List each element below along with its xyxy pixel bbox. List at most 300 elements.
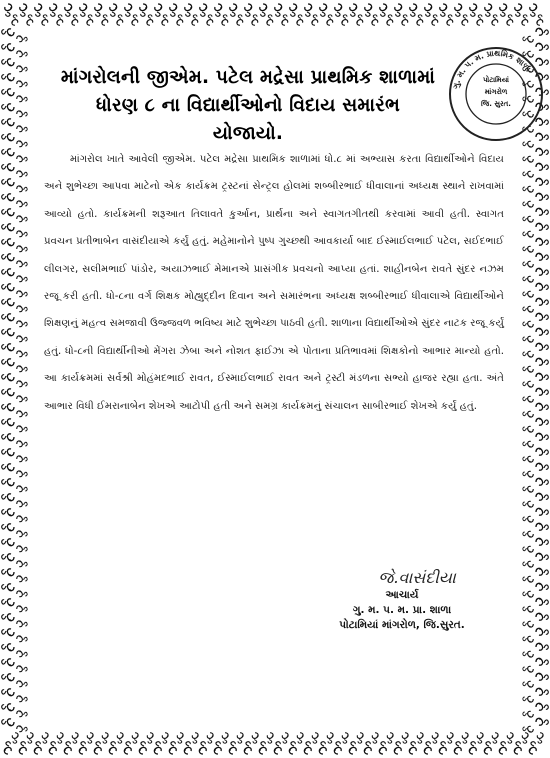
border-ornament-icon xyxy=(17,636,27,642)
border-ornament-icon xyxy=(537,733,543,743)
border-ornament-icon xyxy=(305,4,312,16)
border-ornament-icon xyxy=(17,561,27,567)
border-ornament-icon xyxy=(523,501,533,507)
border-ornament-icon xyxy=(462,733,468,743)
border-ornament-icon xyxy=(109,742,116,754)
border-ornament-icon xyxy=(529,742,536,754)
border-ornament-icon xyxy=(17,696,27,702)
border-ornament-icon xyxy=(17,276,27,282)
border-ornament-icon xyxy=(17,651,27,657)
border-ornament-icon xyxy=(237,15,243,25)
border-ornament-icon xyxy=(17,126,27,132)
border-ornament-icon xyxy=(523,636,533,642)
border-ornament-icon xyxy=(350,4,357,16)
border-ornament-icon xyxy=(17,231,27,237)
border-ornament-icon xyxy=(365,4,372,16)
border-ornament-icon xyxy=(20,4,27,16)
border-ornament-icon xyxy=(17,96,27,102)
border-ornament-icon xyxy=(536,418,548,425)
border-ornament-icon xyxy=(184,742,191,754)
border-ornament-icon xyxy=(274,742,281,754)
border-ornament-icon xyxy=(17,336,27,342)
border-ornament-icon xyxy=(537,15,543,25)
border-ornament-icon xyxy=(536,613,548,620)
stamp-line-1: પોટામિયાં xyxy=(482,76,510,84)
border-ornament-icon xyxy=(2,449,14,456)
border-ornament-icon xyxy=(2,74,14,81)
border-ornament-icon xyxy=(507,733,513,743)
border-ornament-icon xyxy=(2,674,14,681)
border-ornament-icon xyxy=(229,742,236,754)
border-ornament-icon xyxy=(536,373,548,380)
border-ornament-icon xyxy=(2,464,14,471)
border-ornament-icon xyxy=(17,576,27,582)
border-ornament-icon xyxy=(523,651,533,657)
border-ornament-icon xyxy=(357,15,363,25)
border-ornament-icon xyxy=(440,4,447,16)
border-ornament-icon xyxy=(2,59,14,66)
border-ornament-icon xyxy=(522,15,528,25)
border-ornament-icon xyxy=(170,4,177,16)
border-ornament-icon xyxy=(334,742,341,754)
border-ornament-icon xyxy=(17,111,27,117)
border-ornament-icon xyxy=(259,742,266,754)
article-paragraph: માંગરોલ ખાતે આવેલી જીએમ. પટેલ મદ્રેસા પ્રાથમિક શાળામાં ધો.૮ માં અભ્યાસ કરતા વિદ્યાર્થીઓને વિદાય અને શુભેચ્છા આપવા માટેનો એક કાર્યક્રમ ટ્રસ્ટનાં સેન્ટ્રલ હોલમાં શબ્બીરભાઈ ધીવાલાનાં અધ્યક્ષ સ્થાને રાખવામાં આવ્યો હતો. કાર્યક્રમની શરૂઆત તિલાવતે કુર્આન, પ્રાર્થના અને સ્વાગતગીતથી કરવામાં આવી હતી. સ્વાગત પ્રવચન પ્રતીભાબેન વાસંદીયાએ કર્યું હતું. મહેમાનોને પુષ્પ ગુચ્છથી આવકાર્યા બાદ ઈસ્માઈલભાઈ પટેલ, સઈદભાઈ લીલગર, સલીમભાઈ પાંડોર, અયાઝભાઈ મેમાનએ પ્રાસંગીક પ્રવચનો આપ્યા હતાં. શાહીનબેન રાવતે સુંદર નઝમ રજૂ કરી હતી. ધો-૮ના વર્ગ શિક્ષક મોહ્યુદ્દીન દિવાન અને સમારંભના અધ્યક્ષ શબ્બીરભાઈ ધીવાલાએ વિદ્યાર્થીઓને શિક્ષણનું મહત્વ સમજાવી ઉજ્જવળ ભવિષ્ય માટે શુભેચ્છા પાઠવી હતી. શાળાના વિદ્યાર્થીઓએ સુંદર નાટક રજૂ કર્યું હતું. ધો-૮ની વિદ્યાર્થીનીઓ મેંગરા ઝેબા અને નોશત ફાઈઝા એ પોતાના પ્રતિભાવમાં શિક્ષકોનો આભાર માન્યો હતો. આ કાર્યક્રમમાં સર્વશ્રી મોહંમદભાઈ રાવત, ઈસ્માઈલભાઈ રાવત અને ટ્રસ્ટી મંડળના સભ્યો હાજર રહ્યા હતા. અંતે આભાર વિધી ઈમરાનાબેન શેખએ આટોપી હતી અને સમગ્ર કાર્યક્રમનું સંચાલન સાબીરભાઈ શેખએ કર્યું હતું. xyxy=(44,154,504,412)
border-ornament-icon xyxy=(523,351,533,357)
border-ornament-icon xyxy=(536,328,548,335)
border-ornament-icon xyxy=(2,29,14,36)
border-ornament-icon xyxy=(536,223,548,230)
border-ornament-icon xyxy=(125,4,132,16)
border-ornament-icon xyxy=(42,15,48,25)
border-ornament-icon xyxy=(12,733,18,743)
border-ornament-icon xyxy=(2,119,14,126)
border-ornament-icon xyxy=(536,343,548,350)
border-ornament-icon xyxy=(2,209,14,216)
border-ornament-icon xyxy=(523,546,533,552)
border-ornament-icon xyxy=(17,291,27,297)
signatory-organization: ગુ. મ. પ. મ. પ્રા. શાળા xyxy=(352,604,452,616)
border-ornament-icon xyxy=(536,253,548,260)
border-ornament-icon xyxy=(536,523,548,530)
border-ornament-icon xyxy=(17,66,27,72)
border-ornament-icon xyxy=(387,15,393,25)
border-ornament-icon xyxy=(147,15,153,25)
border-ornament-icon xyxy=(523,681,533,687)
border-ornament-icon xyxy=(536,643,548,650)
border-ornament-icon xyxy=(237,733,243,743)
border-ornament-icon xyxy=(94,742,101,754)
border-ornament-icon xyxy=(95,4,102,16)
border-ornament-icon xyxy=(2,224,14,231)
border-ornament-icon xyxy=(2,509,14,516)
border-ornament-icon xyxy=(536,403,548,410)
border-ornament-icon xyxy=(17,411,27,417)
border-ornament-icon xyxy=(57,15,63,25)
border-ornament-icon xyxy=(87,15,93,25)
border-ornament-icon xyxy=(17,321,27,327)
border-ornament-icon xyxy=(139,742,146,754)
border-ornament-icon xyxy=(162,15,168,25)
border-ornament-icon xyxy=(454,742,461,754)
border-ornament-icon xyxy=(536,358,548,365)
border-ornament-icon xyxy=(17,261,27,267)
border-ornament-icon xyxy=(523,231,533,237)
border-ornament-icon xyxy=(282,733,288,743)
border-ornament-icon xyxy=(192,15,198,25)
border-ornament-icon xyxy=(17,306,27,312)
border-ornament-icon xyxy=(402,733,408,743)
border-ornament-icon xyxy=(2,404,14,411)
border-ornament-icon xyxy=(2,629,14,636)
border-ornament-icon xyxy=(523,711,533,717)
border-ornament-icon xyxy=(17,156,27,162)
border-ornament-icon xyxy=(17,546,27,552)
border-ornament-icon xyxy=(2,254,14,261)
border-ornament-icon xyxy=(244,742,251,754)
border-ornament-icon xyxy=(530,4,537,16)
border-ornament-icon xyxy=(49,742,56,754)
border-ornament-icon xyxy=(17,711,27,717)
border-ornament-icon xyxy=(2,644,14,651)
border-ornament-icon xyxy=(35,4,42,16)
border-ornament-icon xyxy=(312,733,318,743)
border-ornament-icon xyxy=(409,742,416,754)
border-ornament-icon xyxy=(536,313,548,320)
border-ornament-icon xyxy=(17,171,27,177)
border-ornament-icon xyxy=(2,104,14,111)
border-ornament-icon xyxy=(155,4,162,16)
border-ornament-icon xyxy=(364,742,371,754)
border-ornament-icon xyxy=(17,216,27,222)
border-ornament-icon xyxy=(536,208,548,215)
border-ornament-icon xyxy=(523,456,533,462)
border-ornament-icon xyxy=(447,15,453,25)
border-ornament-icon xyxy=(523,486,533,492)
border-ornament-icon xyxy=(536,598,548,605)
border-ornament-icon xyxy=(484,742,491,754)
border-ornament-icon xyxy=(410,4,417,16)
border-ornament-icon xyxy=(200,4,207,16)
border-ornament-icon xyxy=(424,742,431,754)
border-ornament-icon xyxy=(492,733,498,743)
border-ornament-icon xyxy=(4,742,11,754)
border-ornament-icon xyxy=(514,742,521,754)
border-ornament-icon xyxy=(536,193,548,200)
border-ornament-icon xyxy=(2,584,14,591)
border-ornament-icon xyxy=(523,621,533,627)
border-ornament-icon xyxy=(2,194,14,201)
border-ornament-icon xyxy=(192,733,198,743)
border-ornament-icon xyxy=(72,15,78,25)
border-ornament-icon xyxy=(64,742,71,754)
border-ornament-icon xyxy=(222,15,228,25)
border-ornament-icon xyxy=(252,15,258,25)
border-ornament-icon xyxy=(214,742,221,754)
border-ornament-icon xyxy=(2,344,14,351)
border-ornament-icon xyxy=(536,238,548,245)
border-ornament-icon xyxy=(17,366,27,372)
border-ornament-icon xyxy=(417,15,423,25)
border-ornament-icon xyxy=(102,733,108,743)
border-ornament-icon xyxy=(177,15,183,25)
border-ornament-icon xyxy=(65,4,72,16)
border-ornament-icon xyxy=(2,329,14,336)
border-ornament-icon xyxy=(282,15,288,25)
border-ornament-icon xyxy=(17,591,27,597)
border-ornament-icon xyxy=(2,524,14,531)
border-ornament-icon xyxy=(523,171,533,177)
border-ornament-icon xyxy=(17,681,27,687)
border-ornament-icon xyxy=(477,733,483,743)
border-ornament-icon xyxy=(536,478,548,485)
border-ornament-icon xyxy=(132,15,138,25)
border-ornament-icon xyxy=(117,15,123,25)
border-ornament-icon xyxy=(290,4,297,16)
border-ornament-icon xyxy=(335,4,342,16)
border-ornament-icon xyxy=(2,44,14,51)
border-ornament-icon xyxy=(536,298,548,305)
stamp-line-2: માંગરોળ xyxy=(484,88,508,96)
border-ornament-icon xyxy=(477,15,483,25)
signature-block xyxy=(302,568,502,633)
border-ornament-icon xyxy=(17,351,27,357)
signatory-title: આચાર્ય xyxy=(385,589,419,601)
border-ornament-icon xyxy=(319,742,326,754)
border-ornament-icon xyxy=(289,742,296,754)
border-ornament-icon xyxy=(2,569,14,576)
border-ornament-icon xyxy=(523,516,533,522)
border-ornament-icon xyxy=(154,742,161,754)
border-ornament-icon xyxy=(536,718,548,725)
border-ornament-icon xyxy=(523,396,533,402)
border-ornament-icon xyxy=(2,689,14,696)
border-ornament-icon xyxy=(2,134,14,141)
border-ornament-icon xyxy=(19,742,26,754)
border-ornament-icon xyxy=(222,733,228,743)
border-ornament-icon xyxy=(169,742,176,754)
border-ornament-icon xyxy=(312,15,318,25)
border-ornament-icon xyxy=(432,733,438,743)
border-ornament-icon xyxy=(402,15,408,25)
border-ornament-icon xyxy=(17,516,27,522)
border-ornament-icon xyxy=(536,463,548,470)
border-ornament-icon xyxy=(523,201,533,207)
border-ornament-icon xyxy=(523,261,533,267)
border-ornament-icon xyxy=(523,411,533,417)
border-ornament-icon xyxy=(439,742,446,754)
border-ornament-icon xyxy=(27,15,33,25)
border-ornament-icon xyxy=(536,283,548,290)
border-ornament-icon xyxy=(536,493,548,500)
border-ornament-icon xyxy=(2,614,14,621)
border-ornament-icon xyxy=(523,156,533,162)
border-ornament-icon xyxy=(536,568,548,575)
border-ornament-icon xyxy=(342,15,348,25)
border-ornament-icon xyxy=(523,246,533,252)
border-ornament-icon xyxy=(17,621,27,627)
border-ornament-icon xyxy=(199,742,206,754)
border-ornament-icon xyxy=(230,4,237,16)
border-ornament-icon xyxy=(523,561,533,567)
border-ornament-icon xyxy=(27,733,33,743)
border-ornament-icon xyxy=(523,186,533,192)
border-ornament-icon xyxy=(17,396,27,402)
border-ornament-icon xyxy=(17,201,27,207)
border-ornament-icon xyxy=(536,28,548,35)
border-ornament-icon xyxy=(17,486,27,492)
border-ornament-icon xyxy=(132,733,138,743)
border-ornament-icon xyxy=(470,4,477,16)
border-ornament-icon xyxy=(2,494,14,501)
border-ornament-icon xyxy=(536,433,548,440)
border-ornament-icon xyxy=(2,554,14,561)
border-ornament-icon xyxy=(297,733,303,743)
border-ornament-icon xyxy=(110,4,117,16)
stamp-line-3: જિ. સુરત. xyxy=(481,100,511,108)
border-ornament-icon xyxy=(2,539,14,546)
border-ornament-icon xyxy=(536,703,548,710)
border-ornament-icon xyxy=(17,606,27,612)
border-ornament-icon xyxy=(523,471,533,477)
border-ornament-icon xyxy=(17,381,27,387)
border-ornament-icon xyxy=(395,4,402,16)
border-ornament-icon xyxy=(499,742,506,754)
border-ornament-icon xyxy=(387,733,393,743)
border-ornament-icon xyxy=(327,733,333,743)
border-ornament-icon xyxy=(492,15,498,25)
border-ornament-icon xyxy=(185,4,192,16)
border-ornament-icon xyxy=(2,374,14,381)
border-ornament-icon xyxy=(267,15,273,25)
border-ornament-icon xyxy=(2,599,14,606)
border-ornament-icon xyxy=(372,733,378,743)
border-ornament-icon xyxy=(17,81,27,87)
border-ornament-icon xyxy=(2,419,14,426)
border-ornament-icon xyxy=(2,479,14,486)
border-ornament-icon xyxy=(5,4,12,16)
border-ornament-icon xyxy=(17,471,27,477)
border-ornament-icon xyxy=(380,4,387,16)
border-ornament-icon xyxy=(207,733,213,743)
border-ornament-icon xyxy=(2,179,14,186)
border-ornament-icon xyxy=(523,366,533,372)
border-ornament-icon xyxy=(2,314,14,321)
border-ornament-icon xyxy=(523,606,533,612)
border-ornament-icon xyxy=(462,15,468,25)
border-ornament-icon xyxy=(2,89,14,96)
border-ornament-icon xyxy=(17,51,27,57)
border-ornament-icon xyxy=(80,4,87,16)
border-ornament-icon xyxy=(260,4,267,16)
border-ornament-icon xyxy=(17,186,27,192)
article-body xyxy=(44,146,504,420)
border-ornament-icon xyxy=(536,448,548,455)
border-ornament-icon xyxy=(536,628,548,635)
border-ornament-icon xyxy=(2,359,14,366)
border-ornament-icon xyxy=(17,36,27,42)
border-ornament-icon xyxy=(523,591,533,597)
border-ornament-icon xyxy=(500,4,507,16)
border-ornament-icon xyxy=(162,733,168,743)
border-ornament-icon xyxy=(349,742,356,754)
border-ornament-icon xyxy=(275,4,282,16)
border-ornament-icon xyxy=(124,742,131,754)
border-ornament-icon xyxy=(394,742,401,754)
border-ornament-icon xyxy=(523,216,533,222)
border-ornament-icon xyxy=(102,15,108,25)
border-ornament-icon xyxy=(536,538,548,545)
border-ornament-icon xyxy=(2,389,14,396)
headline-line-1: માંગરોલની જીએમ. પટેલ મદ્રેસા પ્રાથમિક શાળામાં xyxy=(60,67,436,88)
border-ornament-icon xyxy=(2,149,14,156)
border-ornament-icon xyxy=(17,426,27,432)
border-ornament-icon xyxy=(252,733,258,743)
border-ornament-icon xyxy=(523,336,533,342)
border-ornament-icon xyxy=(469,742,476,754)
border-ornament-icon xyxy=(17,726,27,732)
border-ornament-icon xyxy=(12,15,18,25)
border-ornament-icon xyxy=(507,15,513,25)
border-ornament-icon xyxy=(17,531,27,537)
border-ornament-icon xyxy=(147,733,153,743)
border-ornament-icon xyxy=(42,733,48,743)
border-ornament-icon xyxy=(215,4,222,16)
border-ornament-icon xyxy=(320,4,327,16)
border-ornament-icon xyxy=(536,163,548,170)
border-ornament-icon xyxy=(523,531,533,537)
border-ornament-icon xyxy=(17,666,27,672)
border-ornament-icon xyxy=(485,4,492,16)
border-ornament-icon xyxy=(523,276,533,282)
border-ornament-icon xyxy=(379,742,386,754)
border-ornament-icon xyxy=(425,4,432,16)
border-ornament-icon xyxy=(523,36,533,42)
border-ornament-icon xyxy=(417,733,423,743)
border-ornament-icon xyxy=(536,553,548,560)
border-ornament-icon xyxy=(372,15,378,25)
border-ornament-icon xyxy=(522,733,528,743)
border-ornament-icon xyxy=(357,733,363,743)
school-stamp xyxy=(446,44,546,144)
border-ornament-icon xyxy=(17,456,27,462)
border-ornament-icon xyxy=(297,15,303,25)
headline-line-2: ધોરણ ૮ ના વિદ્યાર્થીઓનો વિદાય સમારંભ યોજાયો. xyxy=(96,95,400,144)
border-ornament-icon xyxy=(17,246,27,252)
border-ornament-icon xyxy=(245,4,252,16)
border-ornament-icon xyxy=(523,381,533,387)
border-ornament-icon xyxy=(536,673,548,680)
border-ornament-icon xyxy=(455,4,462,16)
border-ornament-icon xyxy=(523,291,533,297)
border-ornament-icon xyxy=(536,688,548,695)
border-ornament-icon xyxy=(17,441,27,447)
border-ornament-icon xyxy=(536,268,548,275)
border-ornament-icon xyxy=(536,178,548,185)
border-ornament-icon xyxy=(50,4,57,16)
border-ornament-icon xyxy=(2,659,14,666)
border-ornament-icon xyxy=(536,583,548,590)
border-ornament-icon xyxy=(117,733,123,743)
border-ornament-icon xyxy=(536,508,548,515)
border-ornament-icon xyxy=(34,742,41,754)
border-ornament-icon xyxy=(267,733,273,743)
border-ornament-icon xyxy=(2,719,14,726)
border-ornament-icon xyxy=(87,733,93,743)
border-ornament-icon xyxy=(523,726,533,732)
border-ornament-icon xyxy=(523,696,533,702)
border-ornament-icon xyxy=(2,434,14,441)
